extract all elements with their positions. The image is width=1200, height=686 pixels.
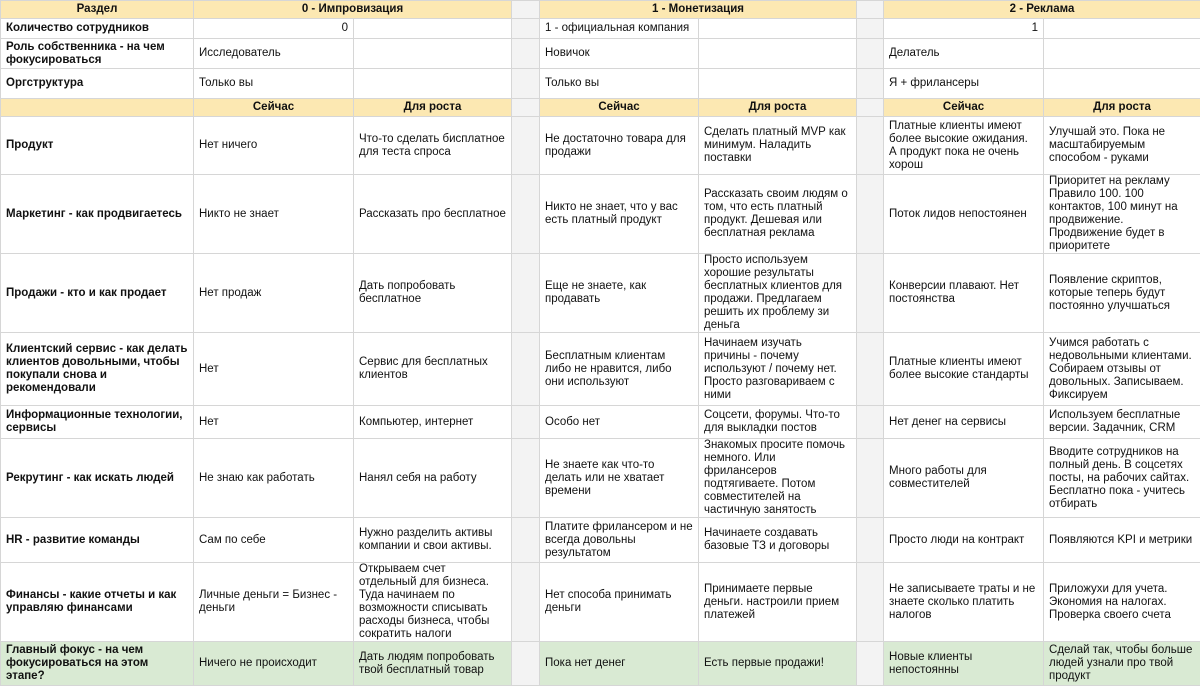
cell: Знакомых просите помочь немного. Или фрилансеров подтягиваете. Потом совместителей на частичную занятость bbox=[699, 439, 857, 518]
cell: Пока нет денег bbox=[540, 642, 699, 686]
cell: Приоритет на рекламу Правило 100. 100 контактов, 100 минут на продвижение. Продвижение будет в приоритете bbox=[1044, 175, 1200, 254]
gap-cell bbox=[857, 642, 884, 686]
cell bbox=[354, 69, 512, 99]
meta-row bbox=[1, 39, 1200, 69]
cell: Много работы для совместителей bbox=[884, 439, 1044, 518]
now-header: Сейчас bbox=[194, 99, 354, 117]
focus-row bbox=[1, 642, 1200, 686]
gap-cell bbox=[512, 1, 540, 19]
row-label: Информационные технологии, сервисы bbox=[1, 406, 194, 439]
row-label: Роль собственника - на чем фокусироваться bbox=[1, 39, 194, 69]
cell bbox=[1, 99, 194, 117]
table-row bbox=[1, 254, 1200, 333]
growth-header: Для роста bbox=[1044, 99, 1200, 117]
table-row bbox=[1, 518, 1200, 563]
gap-cell bbox=[512, 175, 540, 254]
row-label: Рекрутинг - как искать людей bbox=[1, 439, 194, 518]
gap-cell bbox=[857, 69, 884, 99]
gap-cell bbox=[512, 19, 540, 39]
growth-header: Для роста bbox=[699, 99, 857, 117]
cell: Появление скриптов, которые теперь будут постоянно улучшаться bbox=[1044, 254, 1200, 333]
cell bbox=[354, 39, 512, 69]
table-row bbox=[1, 175, 1200, 254]
cell: Бесплатным клиентам либо не нравится, либо они используют bbox=[540, 333, 699, 406]
cell: Только вы bbox=[194, 69, 354, 99]
cell: Приложухи для учета. Экономия на налогах. Проверка своего счета bbox=[1044, 563, 1200, 642]
gap-cell bbox=[857, 1, 884, 19]
cell: Ничего не происходит bbox=[194, 642, 354, 686]
subheader-row bbox=[1, 99, 1200, 117]
cell bbox=[1044, 69, 1200, 99]
cell: Нет денег на сервисы bbox=[884, 406, 1044, 439]
cell: 1 bbox=[884, 19, 1044, 39]
cell bbox=[699, 69, 857, 99]
table-row bbox=[1, 406, 1200, 439]
meta-row bbox=[1, 19, 1200, 39]
cell: Еще не знаете, как продавать bbox=[540, 254, 699, 333]
cell: Никто не знает, что у вас есть платный продукт bbox=[540, 175, 699, 254]
cell: Нет bbox=[194, 333, 354, 406]
gap-cell bbox=[857, 254, 884, 333]
stage2-header: 2 - Реклама bbox=[884, 1, 1200, 19]
cell: Делатель bbox=[884, 39, 1044, 69]
gap-cell bbox=[512, 69, 540, 99]
cell: Не знаете как что-то делать или не хватает времени bbox=[540, 439, 699, 518]
cell: 1 - официальная компания bbox=[540, 19, 699, 39]
gap-cell bbox=[857, 439, 884, 518]
cell: Платные клиенты имеют более высокие стандарты bbox=[884, 333, 1044, 406]
cell: Нет продаж bbox=[194, 254, 354, 333]
cell: Исследователь bbox=[194, 39, 354, 69]
gap-cell bbox=[857, 406, 884, 439]
cell bbox=[1044, 39, 1200, 69]
row-label: Количество сотрудников bbox=[1, 19, 194, 39]
cell: Нет ничего bbox=[194, 117, 354, 175]
gap-cell bbox=[857, 99, 884, 117]
cell: Платите фрилансером и не всегда довольны результатом bbox=[540, 518, 699, 563]
cell: Начинаете создавать базовые ТЗ и договоры bbox=[699, 518, 857, 563]
gap-cell bbox=[512, 39, 540, 69]
stage0-header: 0 - Импровизация bbox=[194, 1, 512, 19]
cell: Рассказать своим людям о том, что есть платный продукт. Дешевая или бесплатная реклама bbox=[699, 175, 857, 254]
cell: Улучшай это. Пока не масштабируемым способом - руками bbox=[1044, 117, 1200, 175]
cell: Дать попробовать бесплатное bbox=[354, 254, 512, 333]
row-label: Маркетинг - как продвигаетесь bbox=[1, 175, 194, 254]
gap-cell bbox=[857, 563, 884, 642]
cell: Новичок bbox=[540, 39, 699, 69]
cell bbox=[699, 19, 857, 39]
table-row bbox=[1, 117, 1200, 175]
row-label: Продажи - кто и как продает bbox=[1, 254, 194, 333]
gap-cell bbox=[857, 333, 884, 406]
row-label: Главный фокус - на чем фокусироваться на этом этапе? bbox=[1, 642, 194, 686]
cell: Что-то сделать бисплатное для теста спроса bbox=[354, 117, 512, 175]
cell: Особо нет bbox=[540, 406, 699, 439]
table-row bbox=[1, 563, 1200, 642]
growth-header: Для роста bbox=[354, 99, 512, 117]
row-label: Продукт bbox=[1, 117, 194, 175]
cell: Только вы bbox=[540, 69, 699, 99]
gap-cell bbox=[512, 563, 540, 642]
cell bbox=[354, 19, 512, 39]
gap-cell bbox=[857, 518, 884, 563]
cell: 0 bbox=[194, 19, 354, 39]
gap-cell bbox=[512, 439, 540, 518]
cell: Появляются KPI и метрики bbox=[1044, 518, 1200, 563]
cell: Учимся работать с недовольными клиентами. Собираем отзывы от довольных. Записываем. Фиксируем bbox=[1044, 333, 1200, 406]
row-label: Финансы - какие отчеты и как управляю финансами bbox=[1, 563, 194, 642]
cell: Не достаточно товара для продажи bbox=[540, 117, 699, 175]
cell: Не знаю как работать bbox=[194, 439, 354, 518]
cell: Начинаем изучать причины - почему используют / почему нет. Просто разговариваем с ними bbox=[699, 333, 857, 406]
cell: Никто не знает bbox=[194, 175, 354, 254]
cell: Не записываете траты и не знаете сколько платить налогов bbox=[884, 563, 1044, 642]
cell: Нужно разделить активы компании и свои активы. bbox=[354, 518, 512, 563]
gap-cell bbox=[512, 333, 540, 406]
cell: Компьютер, интернет bbox=[354, 406, 512, 439]
gap-cell bbox=[512, 406, 540, 439]
stage1-header: 1 - Монетизация bbox=[540, 1, 857, 19]
cell: Открываем счет отдельный для бизнеса. Туда начинаем по возможности списывать расходы бизнеса, чтобы сократить налоги bbox=[354, 563, 512, 642]
table-row bbox=[1, 333, 1200, 406]
cell: Соцсети, форумы. Что-то для выкладки постов bbox=[699, 406, 857, 439]
cell: Сделай так, чтобы больше людей узнали про твой продукт bbox=[1044, 642, 1200, 686]
cell: Нанял себя на работу bbox=[354, 439, 512, 518]
gap-cell bbox=[857, 175, 884, 254]
gap-cell bbox=[857, 19, 884, 39]
gap-cell bbox=[512, 117, 540, 175]
cell: Поток лидов непостоянен bbox=[884, 175, 1044, 254]
header-row bbox=[1, 1, 1200, 19]
cell bbox=[699, 39, 857, 69]
row-label: HR - развитие команды bbox=[1, 518, 194, 563]
gap-cell bbox=[512, 254, 540, 333]
cell: Просто используем хорошие результаты бесплатных клиентов для продажи. Предлагаем решить их проблему зи деньга bbox=[699, 254, 857, 333]
cell: Принимаете первые деньги. настроили прием платежей bbox=[699, 563, 857, 642]
cell: Используем бесплатные версии. Задачник, CRM bbox=[1044, 406, 1200, 439]
now-header: Сейчас bbox=[884, 99, 1044, 117]
cell: Рассказать про бесплатное bbox=[354, 175, 512, 254]
section-header: Раздел bbox=[1, 1, 194, 19]
cell: Конверсии плавают. Нет постоянства bbox=[884, 254, 1044, 333]
cell: Вводите сотрудников на полный день. В соцсетях посты, на рабочих сайтах. Бесплатно пока - учитесь отбирать bbox=[1044, 439, 1200, 518]
row-label: Клиентский сервис - как делать клиентов довольными, чтобы покупали снова и рекомендовали bbox=[1, 333, 194, 406]
cell: Нет bbox=[194, 406, 354, 439]
cell: Сам по себе bbox=[194, 518, 354, 563]
cell: Сервис для бесплатных клиентов bbox=[354, 333, 512, 406]
table-row bbox=[1, 439, 1200, 518]
cell: Я + фрилансеры bbox=[884, 69, 1044, 99]
row-label: Оргструктура bbox=[1, 69, 194, 99]
cell: Дать людям попробовать твой бесплатный товар bbox=[354, 642, 512, 686]
cell: Платные клиенты имеют более высокие ожидания. А продукт пока не очень хорош bbox=[884, 117, 1044, 175]
gap-cell bbox=[857, 117, 884, 175]
now-header: Сейчас bbox=[540, 99, 699, 117]
gap-cell bbox=[512, 518, 540, 563]
cell: Новые клиенты непостоянны bbox=[884, 642, 1044, 686]
meta-row bbox=[1, 69, 1200, 99]
cell: Личные деньги = Бизнес - деньги bbox=[194, 563, 354, 642]
gap-cell bbox=[512, 99, 540, 117]
cell: Нет способа принимать деньги bbox=[540, 563, 699, 642]
gap-cell bbox=[512, 642, 540, 686]
gap-cell bbox=[857, 39, 884, 69]
cell bbox=[1044, 19, 1200, 39]
cell: Есть первые продажи! bbox=[699, 642, 857, 686]
cell: Просто люди на контракт bbox=[884, 518, 1044, 563]
cell: Сделать платный MVP как минимум. Наладить поставки bbox=[699, 117, 857, 175]
